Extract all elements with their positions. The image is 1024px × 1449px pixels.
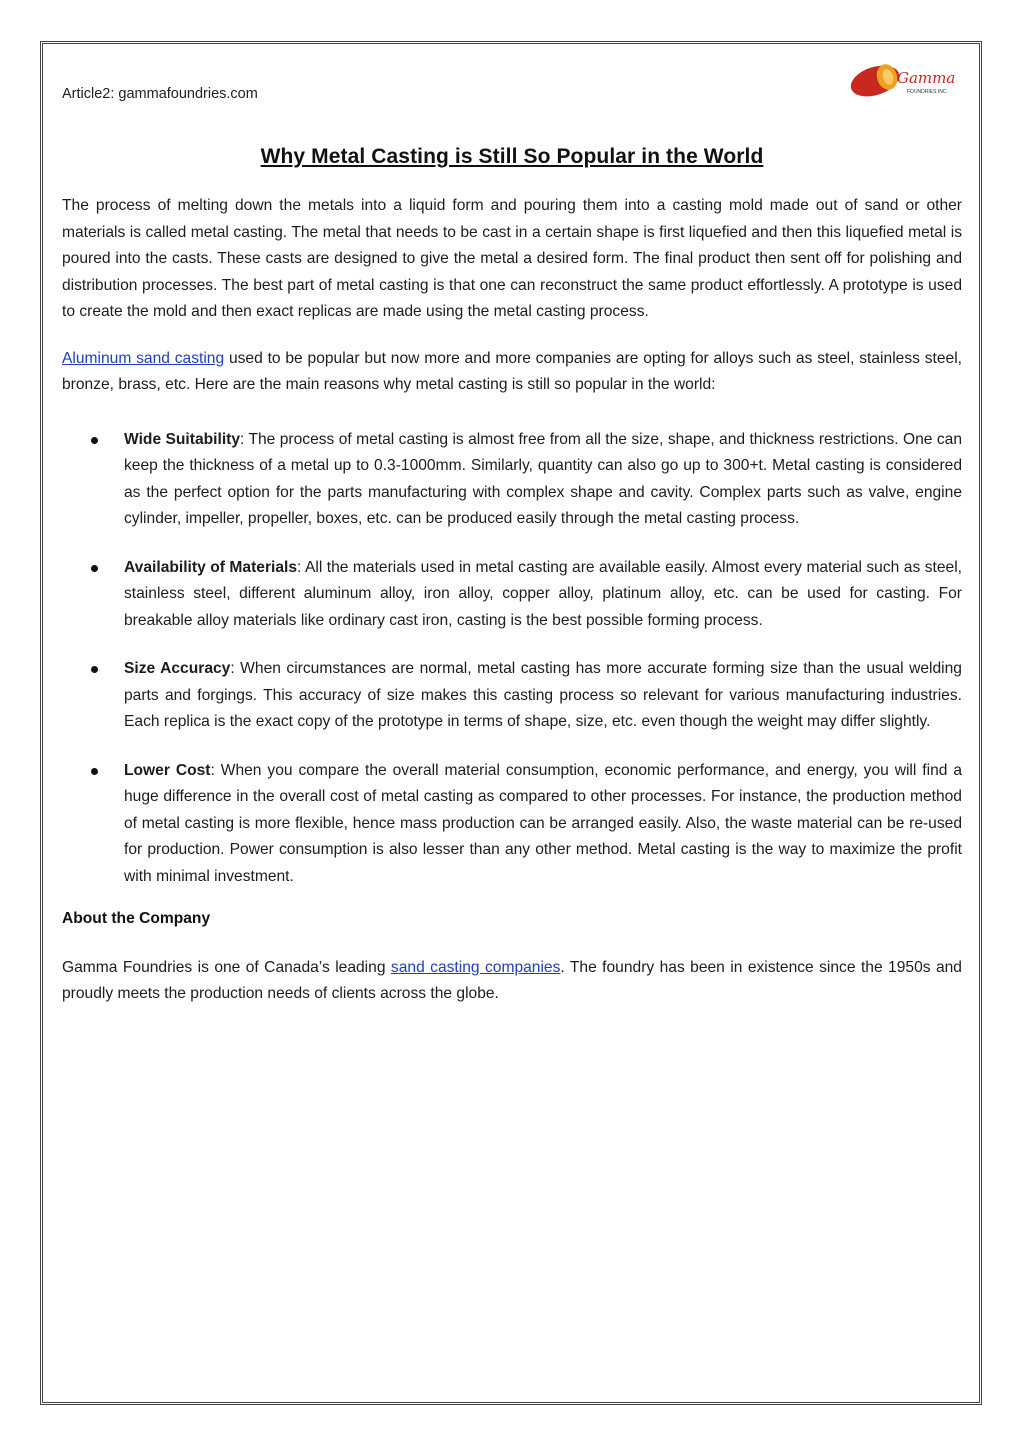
second-paragraph: [62, 346, 962, 399]
list-item: [62, 758, 962, 891]
bullet-heading: Wide Suitability: [124, 430, 241, 448]
list-item: [62, 427, 962, 533]
about-text-before: Gamma Foundries is one of Canada’s leading: [62, 958, 391, 976]
about-paragraph: [62, 955, 962, 1008]
second-paragraph-text: used to be popular but now more and more companies are opting for alloys such as steel, stainless steel, bronze, brass, etc. Here are the main reasons why metal casting is still so popular in the world:: [62, 349, 962, 393]
sand-casting-companies-link[interactable]: sand casting companies: [390, 958, 561, 976]
bullet-icon: [91, 565, 98, 572]
bullet-icon: [91, 768, 98, 775]
intro-paragraph: The process of melting down the metals into a liquid form and pouring them into a casting mold made out of sand or other materials is called metal casting. The metal that needs to be cast in a certain shape is first liquefied and then this liquefied metal is poured into the casts. These casts are designed to give the metal a desired form. The final product then sent off for polishing and distribution processes. The best part of metal casting is that one can reconstruct the same product effortlessly. A prototype is used to create the mold and then exact replicas are made using the metal casting process.: [62, 197, 962, 320]
header-source-text: Article2: gammafoundries.com: [62, 86, 258, 102]
gamma-foundries-logo-icon: [847, 55, 957, 105]
about-text-after: . The foundry has been in existence since the 1950s and proudly meets the production needs of clients across the globe.: [62, 958, 962, 1002]
list-item: [62, 555, 962, 635]
document-content: [62, 69, 963, 1008]
bullet-text: : When circumstances are normal, metal casting has more accurate forming size than the usual welding parts and forgings. This accuracy of size makes this casting process so relevant for various manufacturing industries. Each replica is the exact copy of the prototype in terms of shape, size, etc. even though the weight may differ slightly.: [124, 660, 962, 730]
bullet-text: : All the materials used in metal casting are available easily. Almost every material such as steel, stainless steel, different aluminum alloy, iron alloy, copper alloy, platinum alloy, etc. can be used for casting. For breakable alloy materials like ordinary cast iron, casting is the best possible forming process.: [124, 558, 963, 629]
page-header: [62, 69, 962, 120]
about-heading: About the Company: [62, 910, 211, 927]
bullet-text: : When you compare the overall material consumption, economic performance, and energy, you will find a huge difference in the overall cost of metal casting as compared to other processes. For instance, the production method of metal casting is more flexible, hence mass production can be arranged easily. Also, the waste material can be re-used for production. Power consumption is also lesser than any other method. Metal casting is the way to maximize the profit with minimal investment.: [124, 761, 962, 885]
article-title: Why Metal Casting is Still So Popular in the World: [260, 145, 764, 168]
bullet-heading: Availability of Materials: [124, 558, 298, 576]
bullet-heading: Size Accuracy: [124, 660, 231, 677]
bullet-text: : The process of metal casting is almost free from all the size, shape, and thickness restrictions. One can keep the thickness of a metal up to 0.3-1000mm. Similarly, quantity can also go up to 300+t. Metal casting is considered as the perfect option for the parts manufacturing with complex shape and cavity. Complex parts such as valve, engine cylinder, impeller, propeller, boxes, etc. can be produced easily through the metal casting process.: [124, 430, 962, 527]
bullet-heading: Lower Cost: [124, 761, 211, 779]
reasons-list: [62, 421, 962, 891]
aluminum-sand-casting-link[interactable]: Aluminum sand casting: [62, 349, 225, 367]
bullet-icon: [91, 437, 98, 444]
logo-brand-name: Gamma: [897, 69, 956, 87]
list-item: [62, 656, 962, 736]
bullet-icon: [91, 666, 98, 673]
logo-brand-sub: FOUNDRIES INC.: [907, 89, 948, 95]
